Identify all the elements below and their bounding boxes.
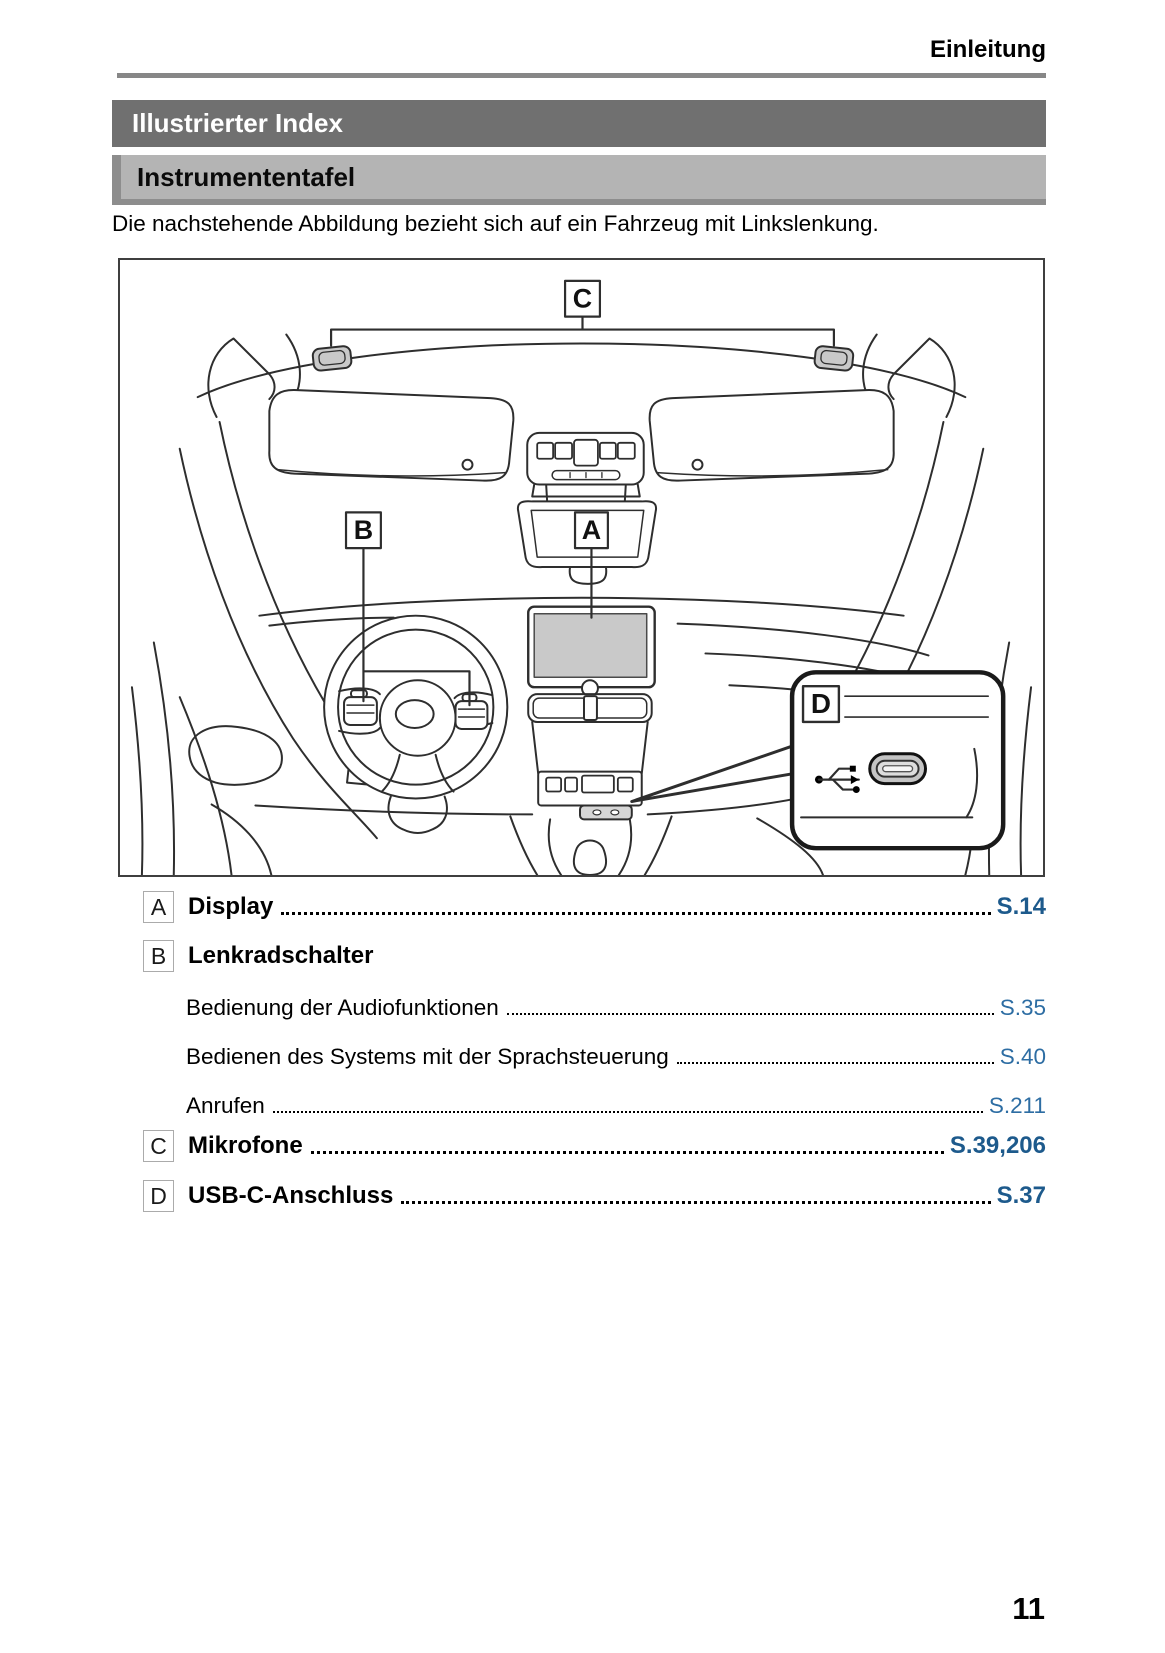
microphones <box>312 346 854 372</box>
index-label: USB-C-Anschluss <box>188 1182 394 1209</box>
index-marker-d: D <box>143 1180 174 1212</box>
usb-c-connector-icon <box>870 754 926 784</box>
figure-label-d: D <box>810 688 832 720</box>
index-marker-a: A <box>143 891 174 923</box>
display-unit <box>528 607 654 696</box>
header-rule <box>117 73 1046 78</box>
page-number: 11 <box>1012 1591 1045 1626</box>
page-reference-link[interactable]: S.211 <box>988 1093 1046 1118</box>
page-reference-link[interactable]: S.37 <box>996 1182 1046 1209</box>
page-reference-link[interactable]: S.39,206 <box>949 1132 1046 1159</box>
dashboard-illustration <box>118 258 1045 877</box>
usb-port-panel <box>580 805 632 819</box>
figure-label-c: C <box>572 283 593 314</box>
index-label: Display <box>188 893 274 920</box>
display-screen <box>534 614 647 678</box>
index-sublabel: Bedienen des Systems mit der Sprachsteuerung <box>186 1044 669 1069</box>
page-reference-link[interactable]: S.14 <box>996 893 1046 920</box>
figure-label-a: A <box>581 515 602 546</box>
index-row-display <box>143 891 1046 923</box>
index-sublabel: Bedienung der Audiofunktionen <box>186 995 499 1020</box>
section-title: Einleitung <box>930 36 1046 63</box>
topic-banner <box>112 155 1046 205</box>
index-subrow-anrufen <box>143 1090 1046 1122</box>
page-reference-link[interactable]: S.40 <box>999 1044 1046 1069</box>
topic-banner-label: Instrumententafel <box>137 161 356 192</box>
steering-wheel <box>324 616 507 833</box>
usb-callout-wedge <box>632 746 793 802</box>
dot-leader <box>677 1062 994 1064</box>
figure-label-b: B <box>353 515 374 546</box>
page-reference-link[interactable]: S.35 <box>999 995 1046 1020</box>
index-marker-b: B <box>143 940 174 972</box>
index-label: Mikrofone <box>188 1132 303 1159</box>
dot-leader <box>311 1151 944 1154</box>
dot-leader <box>273 1111 983 1113</box>
index-row-usb <box>143 1180 1046 1212</box>
intro-text: Die nachstehende Abbildung bezieht sich auf ein Fahrzeug mit Linkslenkung. <box>112 211 879 236</box>
chapter-banner-label: Illustrierter Index <box>132 108 343 138</box>
usb-inset <box>792 672 1003 848</box>
index-row-lenkradschalter <box>143 940 1046 972</box>
dot-leader <box>281 912 990 915</box>
index-subrow-sprachsteuerung <box>143 1041 1046 1073</box>
callout-c <box>331 281 834 346</box>
index-subrow-audio <box>143 992 1046 1024</box>
index-label: Lenkradschalter <box>188 942 374 969</box>
chapter-banner <box>112 100 1046 147</box>
index-sublabel: Anrufen <box>186 1093 265 1118</box>
index-row-mikrofone <box>143 1130 1046 1162</box>
dot-leader <box>507 1013 994 1015</box>
overhead-console <box>527 433 643 485</box>
center-stack <box>510 694 823 875</box>
dot-leader <box>401 1201 990 1204</box>
index-marker-c: C <box>143 1130 174 1162</box>
car-interior-diagram <box>120 260 1043 875</box>
